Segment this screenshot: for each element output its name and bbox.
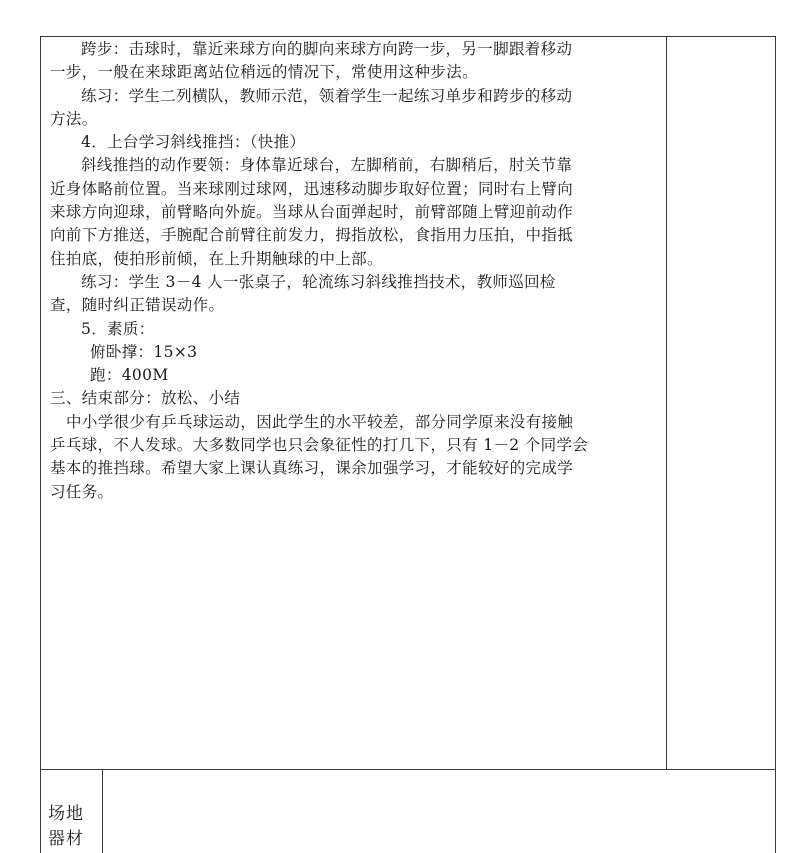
table-left-border — [40, 36, 41, 853]
lesson-text-line: 5．素质： — [81, 319, 155, 338]
lesson-content — [50, 38, 665, 504]
lesson-text-line: 向前下方推送，手腕配合前臂往前发力，拇指放松，食指用力压拍，中指抵 — [50, 226, 574, 245]
lesson-text-line: 习任务。 — [50, 482, 114, 501]
lesson-text-line: 方法。 — [50, 109, 98, 128]
lesson-text-line: 三、结束部分：放松、小结 — [50, 389, 241, 408]
table-inner-right-border — [666, 36, 667, 769]
lesson-text-line: 中小学很少有乒乓球运动，因此学生的水平较差，部分同学原来没有接触 — [66, 412, 574, 431]
lesson-text-line: 跨步：击球时，靠近来球方向的脚向来球方向跨一步，另一脚跟着移动 — [81, 40, 573, 58]
lesson-text-line: 跑：400M — [90, 366, 169, 385]
venue-label-line2: 器材 — [48, 829, 84, 849]
lesson-text-line: 俯卧撑：15×3 — [90, 342, 198, 361]
lesson-text-line: 基本的推挡球。希望大家上课认真练习，课余加强学习，才能较好的完成学 — [50, 459, 574, 478]
lesson-text-line: 斜线推挡的动作要领：身体靠近球台，左脚稍前，右脚稍后，肘关节靠 — [81, 156, 573, 175]
table-row-divider — [40, 769, 776, 770]
lesson-text-line: 查，随时纠正错误动作。 — [50, 296, 225, 315]
venue-label-line1: 场地 — [48, 804, 84, 824]
lesson-text-line: 练习：学生 3－4 人一张桌子，轮流练习斜线推挡技术，教师巡回检 — [81, 272, 556, 291]
lesson-text-line: 4．上台学习斜线推挡：（快推） — [81, 133, 306, 152]
venue-cell-divider — [102, 769, 103, 853]
lesson-text-line: 近身体略前位置。当来球刚过球网，迅速移动脚步取好位置；同时右上臂向 — [50, 179, 574, 198]
lesson-text-line: 来球方向迎球，前臂略向外旋。当球从台面弹起时，前臂部随上臂迎前动作 — [50, 203, 574, 222]
lesson-text-line: 住拍底，使拍形前倾，在上升期触球的中上部。 — [50, 249, 383, 268]
lesson-text-line: 练习：学生二列横队，教师示范，领着学生一起练习单步和跨步的移动 — [81, 86, 573, 105]
lesson-text-line: 一步，一般在来球距离站位稍远的情况下，常使用这种步法。 — [50, 63, 478, 82]
table-right-border — [775, 36, 776, 853]
venue-equipment-label — [48, 802, 84, 852]
lesson-text-line: 乒乓球，不人发球。大多数同学也只会象征性的打几下，只有 1－2 个同学会 — [50, 436, 589, 455]
